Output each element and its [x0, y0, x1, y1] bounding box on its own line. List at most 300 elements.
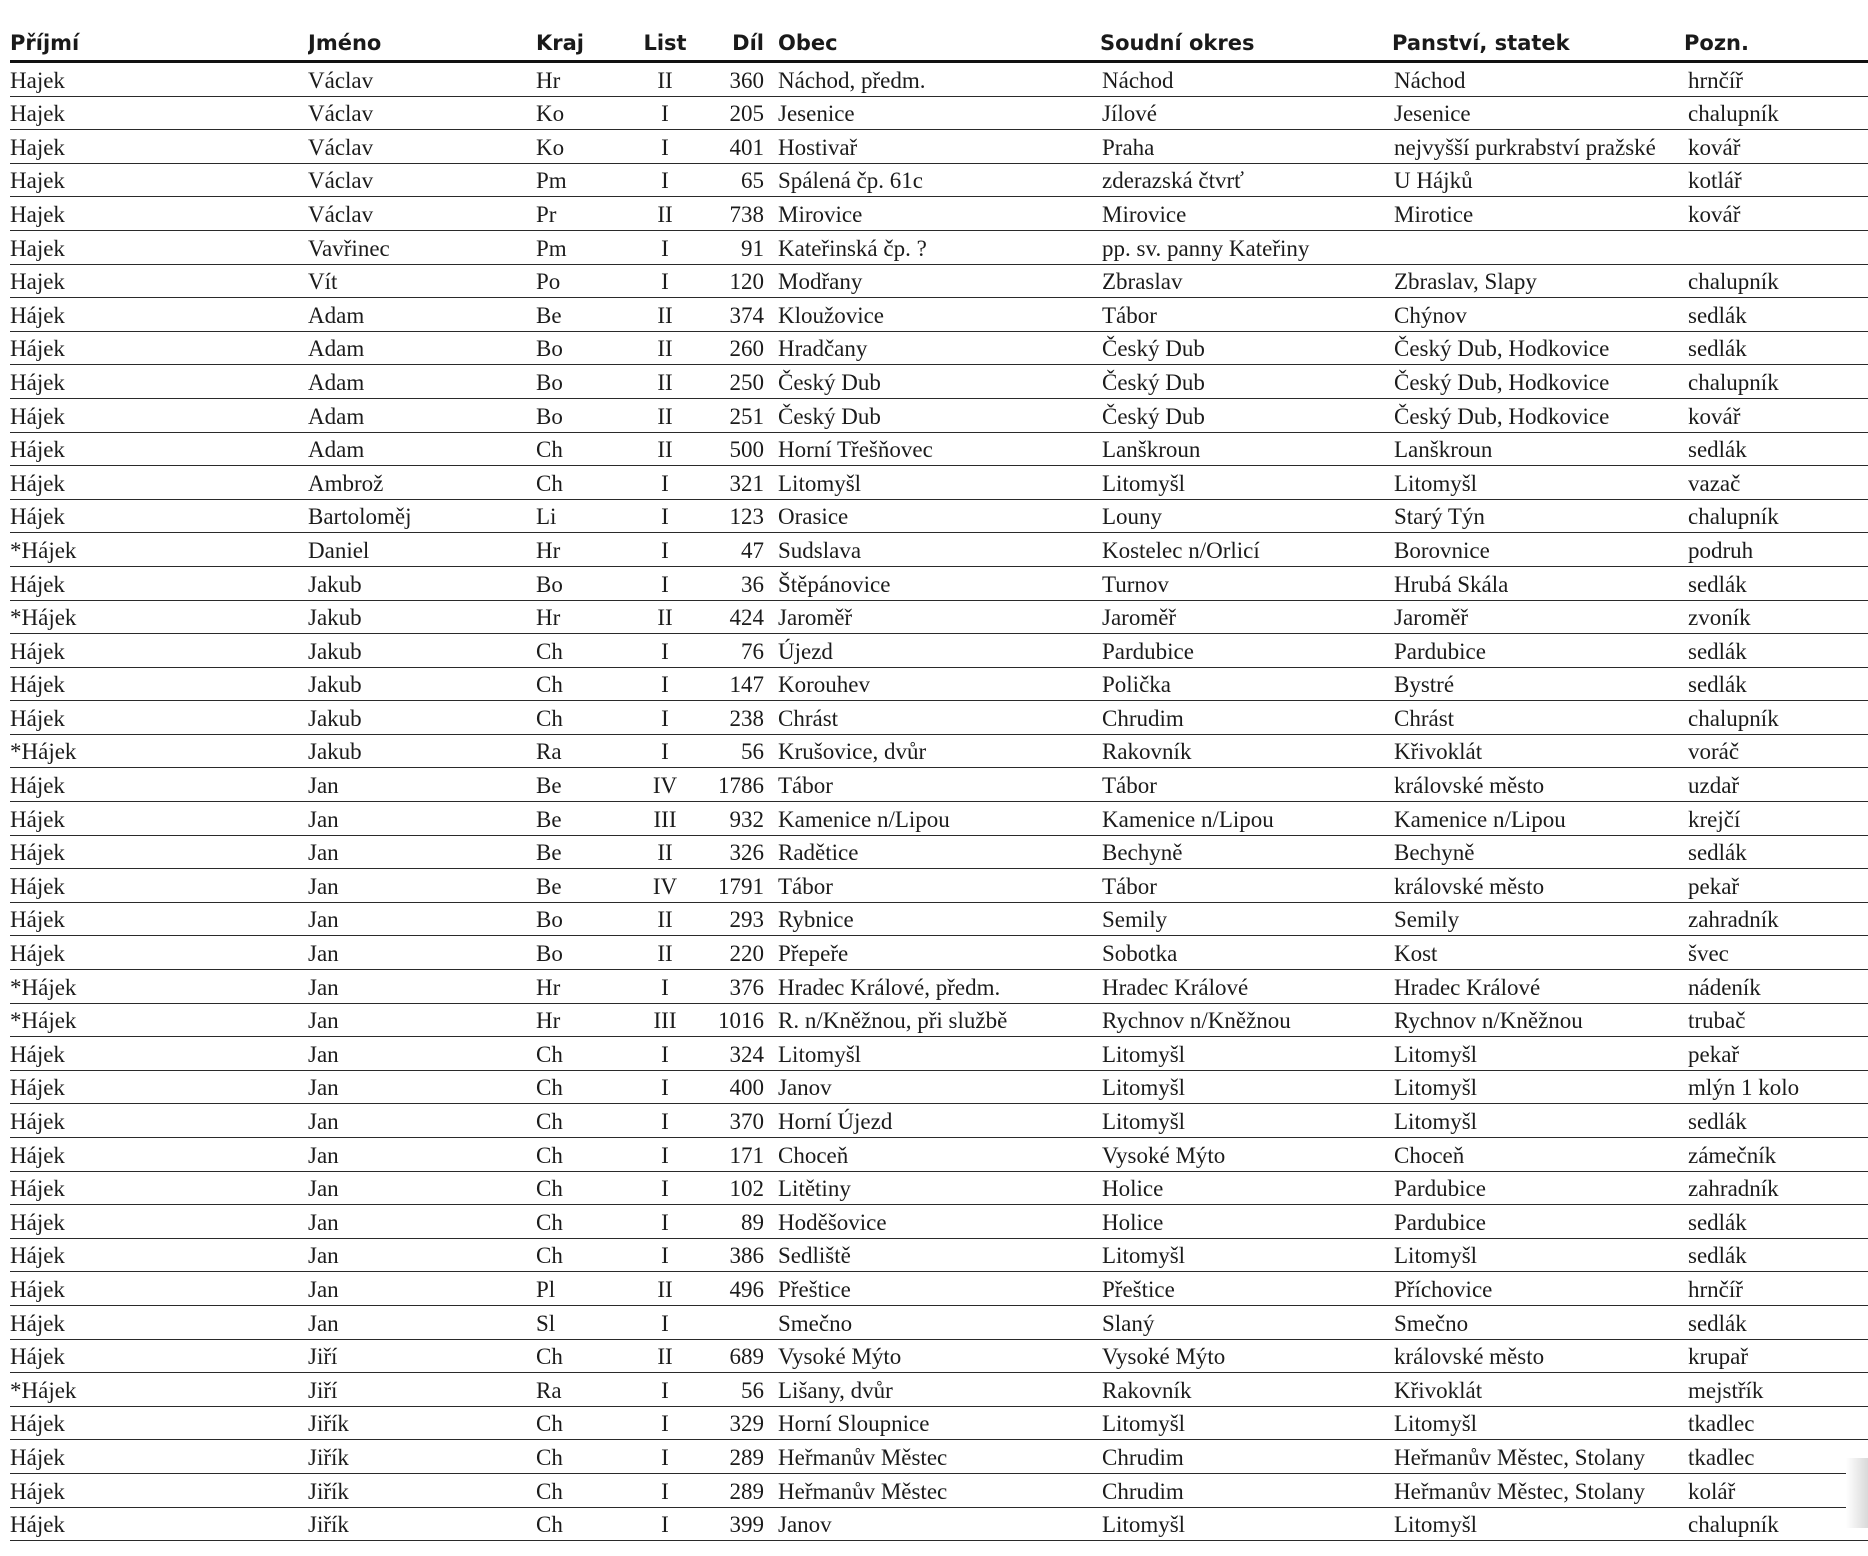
cell-prijmeni: *Hájek — [10, 734, 308, 768]
cell-list: II — [632, 936, 698, 970]
cell-panstvi: Jesenice — [1392, 96, 1684, 130]
cell-list: II — [632, 432, 698, 466]
cell-soudni-okres: Tábor — [1100, 869, 1392, 903]
cell-soudni-okres: zderazská čtvrť — [1100, 163, 1392, 197]
cell-jmeno: Jan — [308, 768, 536, 802]
cell-jmeno: Jakub — [308, 667, 536, 701]
cell-panstvi: nejvyšší purkrabství pražské — [1392, 130, 1684, 164]
cell-prijmeni: Hájek — [10, 1272, 308, 1306]
cell-prijmeni: Hájek — [10, 1305, 308, 1339]
cell-jmeno: Jakub — [308, 634, 536, 668]
cell-kraj: Ch — [536, 701, 632, 735]
cell-prijmeni: Hájek — [10, 1205, 308, 1239]
cell-soudni-okres: Chrudim — [1100, 1440, 1392, 1474]
cell-kraj: Ko — [536, 130, 632, 164]
cell-jmeno: Jakub — [308, 566, 536, 600]
cell-obec: Orasice — [774, 499, 1100, 533]
cell-jmeno: Ambrož — [308, 466, 536, 500]
cell-obec: Újezd — [774, 634, 1100, 668]
cell-obec: Modřany — [774, 264, 1100, 298]
cell-dil: 500 — [698, 432, 774, 466]
cell-soudni-okres: Rakovník — [1100, 734, 1392, 768]
cell-list: I — [632, 566, 698, 600]
cell-kraj: Be — [536, 835, 632, 869]
table-row — [10, 1507, 1868, 1541]
cell-prijmeni: *Hájek — [10, 970, 308, 1004]
cell-obec: Smečno — [774, 1305, 1100, 1339]
cell-soudni-okres: Tábor — [1100, 768, 1392, 802]
cell-prijmeni: Hájek — [10, 1070, 308, 1104]
cell-kraj: Ch — [536, 1507, 632, 1541]
cell-obec: Tábor — [774, 768, 1100, 802]
cell-kraj: Hr — [536, 970, 632, 1004]
cell-dil: 76 — [698, 634, 774, 668]
cell-poznamka: kovář — [1684, 398, 1868, 432]
cell-prijmeni: Hájek — [10, 1138, 308, 1172]
table-row — [10, 1440, 1868, 1474]
table-row — [10, 1138, 1868, 1172]
header-row — [10, 28, 1868, 62]
table-row — [10, 62, 1868, 97]
cell-obec: Hostivař — [774, 130, 1100, 164]
cell-dil: 399 — [698, 1507, 774, 1541]
cell-prijmeni: Hájek — [10, 566, 308, 600]
cell-list: II — [632, 902, 698, 936]
cell-panstvi: Lanškroun — [1392, 432, 1684, 466]
cell-poznamka: sedlák — [1684, 566, 1868, 600]
cell-poznamka: zahradník — [1684, 1171, 1868, 1205]
cell-prijmeni: Hájek — [10, 499, 308, 533]
cell-obec: Hradčany — [774, 331, 1100, 365]
cell-panstvi: Smečno — [1392, 1305, 1684, 1339]
cell-dil: 65 — [698, 163, 774, 197]
cell-dil: 321 — [698, 466, 774, 500]
cell-prijmeni: Hajek — [10, 197, 308, 231]
cell-list: I — [632, 163, 698, 197]
cell-poznamka: krupař — [1684, 1339, 1868, 1373]
cell-dil: 370 — [698, 1104, 774, 1138]
cell-list: I — [632, 466, 698, 500]
cell-panstvi: Náchod — [1392, 62, 1684, 97]
cell-list: II — [632, 600, 698, 634]
cell-soudni-okres: Pardubice — [1100, 634, 1392, 668]
cell-poznamka: zámečník — [1684, 1138, 1868, 1172]
cell-jmeno: Jan — [308, 902, 536, 936]
cell-obec: Litomyšl — [774, 1037, 1100, 1071]
cell-poznamka: zvoník — [1684, 600, 1868, 634]
cell-dil: 289 — [698, 1473, 774, 1507]
cell-kraj: Ch — [536, 1138, 632, 1172]
cell-obec: Mirovice — [774, 197, 1100, 231]
table-row — [10, 96, 1868, 130]
cell-list: I — [632, 734, 698, 768]
cell-jmeno: Jan — [308, 1238, 536, 1272]
cell-list: III — [632, 1003, 698, 1037]
cell-prijmeni: Hájek — [10, 432, 308, 466]
table-row — [10, 298, 1868, 332]
table-row — [10, 130, 1868, 164]
cell-list: I — [632, 1205, 698, 1239]
cell-panstvi: Heřmanův Městec, Stolany — [1392, 1440, 1684, 1474]
cell-kraj: Pm — [536, 163, 632, 197]
table-row — [10, 163, 1868, 197]
cell-obec: Rybnice — [774, 902, 1100, 936]
cell-poznamka: chalupník — [1684, 264, 1868, 298]
cell-list: I — [632, 970, 698, 1004]
cell-dil: 89 — [698, 1205, 774, 1239]
cell-obec: Horní Třešňovec — [774, 432, 1100, 466]
cell-obec: Hradec Králové, předm. — [774, 970, 1100, 1004]
cell-soudni-okres: Litomyšl — [1100, 1070, 1392, 1104]
cell-list: I — [632, 1138, 698, 1172]
cell-soudni-okres: Turnov — [1100, 566, 1392, 600]
cell-list: IV — [632, 869, 698, 903]
table-row — [10, 331, 1868, 365]
cell-obec: Lišany, dvůr — [774, 1373, 1100, 1407]
cell-prijmeni: Hájek — [10, 398, 308, 432]
cell-poznamka: tkadlec — [1684, 1406, 1868, 1440]
cell-kraj: Pr — [536, 197, 632, 231]
cell-poznamka: sedlák — [1684, 331, 1868, 365]
cell-soudni-okres: Tábor — [1100, 298, 1392, 332]
cell-panstvi: Hrubá Skála — [1392, 566, 1684, 600]
cell-obec: Heřmanův Městec — [774, 1473, 1100, 1507]
cell-obec: Janov — [774, 1070, 1100, 1104]
cell-poznamka — [1684, 230, 1868, 264]
cell-soudni-okres: Sobotka — [1100, 936, 1392, 970]
cell-dil: 36 — [698, 566, 774, 600]
cell-jmeno: Adam — [308, 398, 536, 432]
cell-obec: Radětice — [774, 835, 1100, 869]
cell-soudni-okres: Litomyšl — [1100, 1104, 1392, 1138]
cell-soudni-okres: Český Dub — [1100, 365, 1392, 399]
cell-poznamka: podruh — [1684, 533, 1868, 567]
cell-poznamka: sedlák — [1684, 667, 1868, 701]
cell-panstvi: Pardubice — [1392, 1171, 1684, 1205]
cell-list: I — [632, 1406, 698, 1440]
cell-list: I — [632, 96, 698, 130]
cell-soudni-okres: pp. sv. panny Kateřiny — [1100, 230, 1392, 264]
cell-kraj: Bo — [536, 902, 632, 936]
cell-poznamka: švec — [1684, 936, 1868, 970]
cell-poznamka: sedlák — [1684, 835, 1868, 869]
cell-panstvi: Křivoklát — [1392, 1373, 1684, 1407]
cell-kraj: Ch — [536, 1171, 632, 1205]
cell-list: I — [632, 130, 698, 164]
cell-kraj: Ch — [536, 1070, 632, 1104]
cell-obec: Kateřinská čp. ? — [774, 230, 1100, 264]
cell-kraj: Ch — [536, 634, 632, 668]
cell-kraj: Ko — [536, 96, 632, 130]
cell-obec: Janov — [774, 1507, 1100, 1541]
cell-dil: 56 — [698, 734, 774, 768]
cell-list: I — [632, 230, 698, 264]
table-row — [10, 869, 1868, 903]
cell-obec: Horní Sloupnice — [774, 1406, 1100, 1440]
cell-dil: 260 — [698, 331, 774, 365]
table-row — [10, 970, 1868, 1004]
cell-soudni-okres: Bechyně — [1100, 835, 1392, 869]
cell-panstvi: Hradec Králové — [1392, 970, 1684, 1004]
table-row — [10, 634, 1868, 668]
table-row — [10, 1238, 1868, 1272]
cell-soudni-okres: Vysoké Mýto — [1100, 1138, 1392, 1172]
cell-dil: 932 — [698, 802, 774, 836]
cell-obec: Sedliště — [774, 1238, 1100, 1272]
cell-poznamka: voráč — [1684, 734, 1868, 768]
cell-prijmeni: Hajek — [10, 163, 308, 197]
cell-kraj: Ch — [536, 667, 632, 701]
table-row — [10, 1070, 1868, 1104]
cell-jmeno: Jan — [308, 802, 536, 836]
cell-kraj: Ch — [536, 1104, 632, 1138]
cell-panstvi: Litomyšl — [1392, 466, 1684, 500]
cell-poznamka: pekař — [1684, 869, 1868, 903]
table-row — [10, 1003, 1868, 1037]
table-row — [10, 1339, 1868, 1373]
cell-dil — [698, 1305, 774, 1339]
cell-jmeno: Jan — [308, 1205, 536, 1239]
cell-prijmeni: Hájek — [10, 701, 308, 735]
cell-list: II — [632, 835, 698, 869]
cell-jmeno: Jiřík — [308, 1440, 536, 1474]
cell-jmeno: Jan — [308, 970, 536, 1004]
cell-dil: 326 — [698, 835, 774, 869]
cell-prijmeni: Hájek — [10, 331, 308, 365]
header-kraj: Kraj — [536, 28, 632, 62]
cell-panstvi: Křivoklát — [1392, 734, 1684, 768]
cell-obec: Jaroměř — [774, 600, 1100, 634]
cell-soudni-okres: Semily — [1100, 902, 1392, 936]
cell-poznamka: hrnčíř — [1684, 62, 1868, 97]
cell-prijmeni: Hajek — [10, 130, 308, 164]
cell-obec: Spálená čp. 61c — [774, 163, 1100, 197]
cell-dil: 689 — [698, 1339, 774, 1373]
cell-poznamka: chalupník — [1684, 701, 1868, 735]
cell-soudni-okres: Jílové — [1100, 96, 1392, 130]
cell-poznamka: zahradník — [1684, 902, 1868, 936]
cell-obec: Jesenice — [774, 96, 1100, 130]
table-row — [10, 600, 1868, 634]
cell-kraj: Hr — [536, 533, 632, 567]
cell-panstvi: Litomyšl — [1392, 1070, 1684, 1104]
cell-soudni-okres: Litomyšl — [1100, 1037, 1392, 1071]
scan-edge-shadow — [1846, 1458, 1868, 1528]
cell-kraj: Bo — [536, 331, 632, 365]
cell-prijmeni: Hájek — [10, 1473, 308, 1507]
cell-prijmeni: Hájek — [10, 1104, 308, 1138]
cell-dil: 324 — [698, 1037, 774, 1071]
cell-dil: 123 — [698, 499, 774, 533]
cell-obec: Přeštice — [774, 1272, 1100, 1306]
cell-poznamka: sedlák — [1684, 1205, 1868, 1239]
register-sheet — [10, 28, 1868, 1541]
cell-kraj: Bo — [536, 936, 632, 970]
cell-jmeno: Jiřík — [308, 1406, 536, 1440]
cell-soudni-okres: Praha — [1100, 130, 1392, 164]
cell-soudni-okres: Rakovník — [1100, 1373, 1392, 1407]
cell-obec: Kamenice n/Lipou — [774, 802, 1100, 836]
cell-poznamka: chalupník — [1684, 499, 1868, 533]
cell-kraj: Hr — [536, 1003, 632, 1037]
cell-dil: 250 — [698, 365, 774, 399]
cell-kraj: Sl — [536, 1305, 632, 1339]
cell-dil: 424 — [698, 600, 774, 634]
cell-poznamka: pekař — [1684, 1037, 1868, 1071]
cell-prijmeni: Hájek — [10, 1238, 308, 1272]
cell-poznamka: vazač — [1684, 466, 1868, 500]
cell-poznamka: tkadlec — [1684, 1440, 1868, 1474]
cell-soudni-okres: Český Dub — [1100, 331, 1392, 365]
cell-panstvi: Bystré — [1392, 667, 1684, 701]
cell-panstvi: královské město — [1392, 768, 1684, 802]
cell-list: I — [632, 634, 698, 668]
cell-panstvi: Litomyšl — [1392, 1104, 1684, 1138]
cell-list: I — [632, 1171, 698, 1205]
cell-prijmeni: Hájek — [10, 1037, 308, 1071]
cell-jmeno: Jan — [308, 1305, 536, 1339]
cell-poznamka: mejstřík — [1684, 1373, 1868, 1407]
register-table — [10, 28, 1868, 1541]
cell-soudni-okres: Náchod — [1100, 62, 1392, 97]
cell-panstvi: Borovnice — [1392, 533, 1684, 567]
cell-jmeno: Jakub — [308, 600, 536, 634]
cell-kraj: Ch — [536, 1440, 632, 1474]
header-list: List — [632, 28, 698, 62]
cell-dil: 238 — [698, 701, 774, 735]
table-row — [10, 936, 1868, 970]
header-prijmeni: Příjmí — [10, 28, 308, 62]
cell-obec: Kloužovice — [774, 298, 1100, 332]
cell-prijmeni: Hajek — [10, 96, 308, 130]
table-row — [10, 802, 1868, 836]
cell-panstvi: Český Dub, Hodkovice — [1392, 331, 1684, 365]
cell-kraj: Ra — [536, 734, 632, 768]
table-row — [10, 902, 1868, 936]
table-row — [10, 1473, 1868, 1507]
cell-prijmeni: Hájek — [10, 466, 308, 500]
table-body — [10, 62, 1868, 1541]
cell-list: IV — [632, 768, 698, 802]
cell-dil: 91 — [698, 230, 774, 264]
cell-jmeno: Jan — [308, 835, 536, 869]
table-row — [10, 365, 1868, 399]
cell-prijmeni: Hajek — [10, 230, 308, 264]
cell-kraj: Be — [536, 298, 632, 332]
table-row — [10, 1037, 1868, 1071]
cell-soudni-okres: Litomyšl — [1100, 1406, 1392, 1440]
header-poznamka: Pozn. — [1684, 28, 1868, 62]
cell-panstvi: královské město — [1392, 1339, 1684, 1373]
cell-jmeno: Jan — [308, 1171, 536, 1205]
cell-list: II — [632, 365, 698, 399]
cell-prijmeni: Hájek — [10, 1339, 308, 1373]
cell-poznamka: sedlák — [1684, 1104, 1868, 1138]
cell-jmeno: Adam — [308, 298, 536, 332]
table-row — [10, 230, 1868, 264]
cell-soudni-okres: Hradec Králové — [1100, 970, 1392, 1004]
table-row — [10, 1373, 1868, 1407]
cell-list: I — [632, 264, 698, 298]
cell-kraj: Ch — [536, 1238, 632, 1272]
cell-prijmeni: Hájek — [10, 1440, 308, 1474]
cell-poznamka: sedlák — [1684, 1238, 1868, 1272]
cell-kraj: Ch — [536, 1339, 632, 1373]
cell-jmeno: Václav — [308, 62, 536, 97]
cell-dil: 56 — [698, 1373, 774, 1407]
cell-panstvi: královské město — [1392, 869, 1684, 903]
cell-kraj: Ch — [536, 1406, 632, 1440]
cell-prijmeni: Hájek — [10, 835, 308, 869]
cell-prijmeni: Hájek — [10, 667, 308, 701]
cell-jmeno: Adam — [308, 365, 536, 399]
cell-obec: Náchod, předm. — [774, 62, 1100, 97]
cell-prijmeni: Hájek — [10, 902, 308, 936]
cell-list: III — [632, 802, 698, 836]
cell-soudni-okres: Chrudim — [1100, 1473, 1392, 1507]
cell-soudni-okres: Rychnov n/Kněžnou — [1100, 1003, 1392, 1037]
cell-kraj: Pm — [536, 230, 632, 264]
table-row — [10, 1171, 1868, 1205]
cell-jmeno: Adam — [308, 331, 536, 365]
cell-jmeno: Jakub — [308, 701, 536, 735]
cell-soudni-okres: Lanškroun — [1100, 432, 1392, 466]
cell-soudni-okres: Vysoké Mýto — [1100, 1339, 1392, 1373]
cell-dil: 1791 — [698, 869, 774, 903]
cell-soudni-okres: Zbraslav — [1100, 264, 1392, 298]
cell-list: I — [632, 701, 698, 735]
cell-kraj: Ch — [536, 466, 632, 500]
cell-kraj: Ch — [536, 1205, 632, 1239]
cell-obec: Korouhev — [774, 667, 1100, 701]
cell-obec: Chrást — [774, 701, 1100, 735]
cell-jmeno: Daniel — [308, 533, 536, 567]
cell-dil: 102 — [698, 1171, 774, 1205]
cell-jmeno: Jan — [308, 1003, 536, 1037]
cell-dil: 400 — [698, 1070, 774, 1104]
cell-soudni-okres: Kamenice n/Lipou — [1100, 802, 1392, 836]
cell-kraj: Po — [536, 264, 632, 298]
cell-dil: 47 — [698, 533, 774, 567]
cell-prijmeni: *Hájek — [10, 533, 308, 567]
cell-soudni-okres: Jaroměř — [1100, 600, 1392, 634]
cell-panstvi: Rychnov n/Kněžnou — [1392, 1003, 1684, 1037]
cell-list: II — [632, 197, 698, 231]
cell-kraj: Li — [536, 499, 632, 533]
cell-dil: 738 — [698, 197, 774, 231]
cell-poznamka: kotlář — [1684, 163, 1868, 197]
cell-panstvi: Litomyšl — [1392, 1507, 1684, 1541]
cell-jmeno: Václav — [308, 130, 536, 164]
cell-panstvi: Jaroměř — [1392, 600, 1684, 634]
table-header — [10, 28, 1868, 62]
cell-list: I — [632, 1037, 698, 1071]
cell-poznamka: sedlák — [1684, 634, 1868, 668]
cell-jmeno: Jiřík — [308, 1507, 536, 1541]
header-soudni-okres: Soudní okres — [1100, 28, 1392, 62]
table-row — [10, 432, 1868, 466]
cell-prijmeni: Hájek — [10, 298, 308, 332]
table-row — [10, 701, 1868, 735]
cell-obec: Horní Újezd — [774, 1104, 1100, 1138]
table-row — [10, 533, 1868, 567]
cell-soudni-okres: Litomyšl — [1100, 1507, 1392, 1541]
cell-prijmeni: Hájek — [10, 802, 308, 836]
cell-poznamka: nádeník — [1684, 970, 1868, 1004]
cell-poznamka: sedlák — [1684, 1305, 1868, 1339]
cell-dil: 360 — [698, 62, 774, 97]
cell-panstvi: Kamenice n/Lipou — [1392, 802, 1684, 836]
